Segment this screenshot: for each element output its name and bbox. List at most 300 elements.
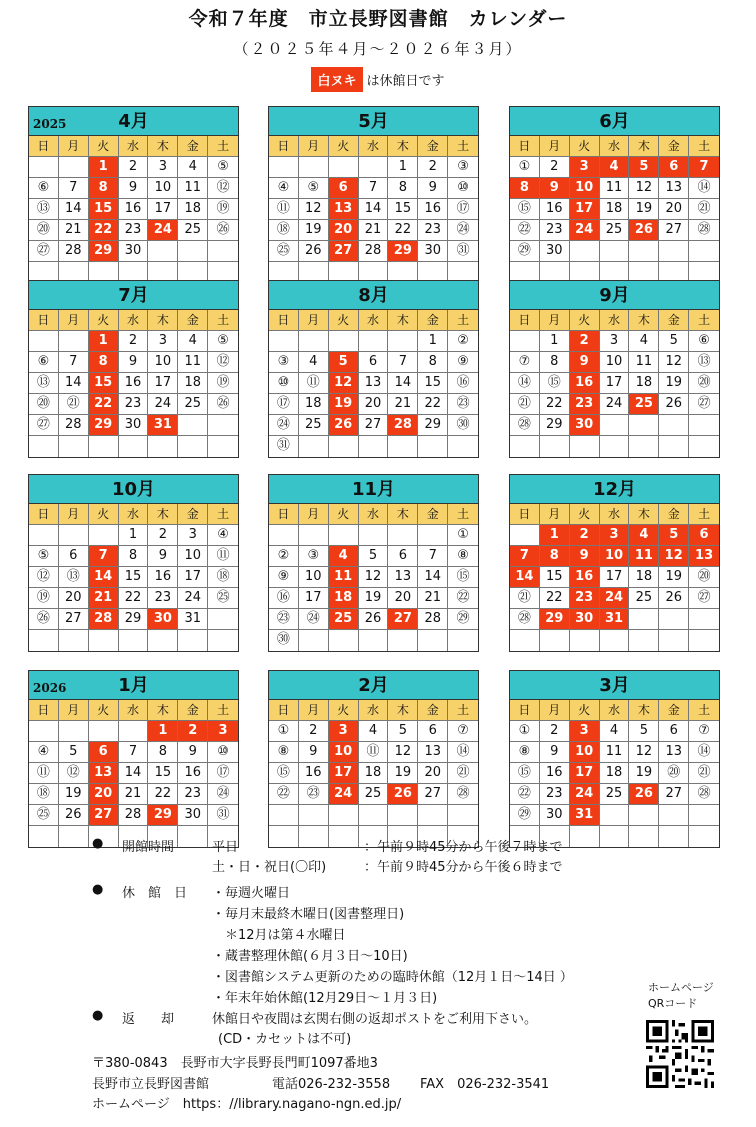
week-row [269,241,478,262]
weekday-cell: 木 [388,136,418,157]
weekday-cell: 火 [570,700,600,721]
day-cell: 14 [388,373,418,394]
week-row [269,373,478,394]
week-row [269,546,478,567]
weekday-cell: 金 [659,504,689,525]
day-cell: 30 [178,805,208,826]
page-title: 令和７年度 市立長野図書館 カレンダー [188,8,568,30]
day-cell: ㉔ [269,415,299,436]
day-cell: ④ [208,525,238,546]
day-cell: 13 [359,373,389,394]
weekday-row [510,136,719,157]
day-cell: 16 [570,373,600,394]
day-cell: 19 [299,220,329,241]
weekday-cell: 土 [448,136,478,157]
day-cell: 24 [178,588,208,609]
day-cell [89,436,119,457]
day-cell: 20 [659,199,689,220]
weekday-cell: 金 [418,504,448,525]
day-cell: 17 [178,567,208,588]
weekday-cell: 火 [89,504,119,525]
day-cell: 12 [388,742,418,763]
weekday-row [29,310,238,331]
day-cell: 10 [329,742,359,763]
day-cell: 29 [540,609,570,630]
day-cell: 15 [89,373,119,394]
day-cell: 4 [178,157,208,178]
month-calendar [268,670,479,848]
day-cell: 27 [418,784,448,805]
day-cell: 6 [329,178,359,199]
day-cell [359,436,389,457]
weekday-cell: 月 [59,700,89,721]
day-cell: 25 [329,609,359,630]
day-cell: ㉚ [448,415,478,436]
day-cell: ㉖ [208,394,238,415]
weekday-cell: 土 [448,310,478,331]
month-calendar [28,280,239,458]
day-cell: 19 [359,588,389,609]
day-cell: ⑬ [29,373,59,394]
weekday-cell: 日 [510,504,540,525]
day-cell: 28 [89,609,119,630]
day-cell: 24 [570,784,600,805]
day-cell: 5 [659,525,689,546]
day-cell: 17 [570,763,600,784]
day-cell: 18 [329,588,359,609]
day-cell: 4 [359,721,389,742]
day-cell: 11 [629,352,659,373]
day-cell: 16 [540,199,570,220]
day-cell: 12 [299,199,329,220]
day-cell: ⑭ [448,742,478,763]
day-cell: 14 [510,567,540,588]
weekday-cell: 月 [540,310,570,331]
month-calendar [28,474,239,652]
week-row [510,525,719,546]
closed-item: ・毎月末最終木曜日(図書整理日) [212,907,405,922]
day-cell: 18 [359,763,389,784]
day-cell: 16 [570,567,600,588]
day-cell: 29 [418,415,448,436]
day-cell: ① [269,721,299,742]
week-row [29,567,238,588]
day-cell: 8 [89,178,119,199]
day-cell: 3 [570,721,600,742]
day-cell: ⑱ [269,220,299,241]
day-cell: 18 [629,567,659,588]
day-cell: ㉕ [29,805,59,826]
day-cell: ① [510,157,540,178]
day-cell: 13 [89,763,119,784]
day-cell: 31 [570,805,600,826]
day-cell [659,630,689,651]
day-cell: ⑲ [29,588,59,609]
weekday-cell: 木 [388,310,418,331]
day-cell [329,331,359,352]
day-cell [29,525,59,546]
day-cell: 25 [178,394,208,415]
day-cell: ⑱ [29,784,59,805]
day-cell: 25 [629,394,659,415]
day-cell: 8 [119,546,149,567]
day-cell: ㉓ [269,609,299,630]
day-cell: ⑯ [448,373,478,394]
day-cell: ⑥ [689,331,719,352]
day-cell: ⑳ [689,567,719,588]
weekday-cell: 水 [119,136,149,157]
day-cell: 25 [629,588,659,609]
weekday-cell: 金 [178,504,208,525]
weekday-cell: 火 [329,310,359,331]
day-cell: 11 [629,546,659,567]
return-note: (CD・カセットは不可) [218,1032,352,1047]
day-cell: ⑫ [208,352,238,373]
day-cell: ③ [299,546,329,567]
day-cell: ⑤ [208,157,238,178]
weekday-cell: 金 [659,310,689,331]
month-header [510,281,719,310]
day-cell [388,436,418,457]
day-cell: 29 [89,241,119,262]
weekday-cell: 木 [148,310,178,331]
day-cell: 15 [148,763,178,784]
qr-label-line1: ホームページ [648,981,714,994]
week-row [29,609,238,630]
day-cell: 24 [148,220,178,241]
month-calendar [268,280,479,458]
day-cell: ㉘ [689,220,719,241]
homepage-url[interactable]: ホームページ https：//library.nagano-ngn.ed.jp/ [92,1097,402,1112]
day-cell: 19 [659,567,689,588]
day-cell [269,805,299,826]
day-cell [178,630,208,651]
day-cell [570,826,600,847]
day-cell: ⑬ [29,199,59,220]
week-row [510,436,719,457]
day-cell: ㉕ [208,588,238,609]
fax: FAX 026-232-3541 [420,1077,550,1092]
week-row [29,436,238,457]
day-cell [359,805,389,826]
day-cell [359,525,389,546]
qr-label-line2: QRコード [648,997,698,1010]
week-row [29,721,238,742]
day-cell [689,436,719,457]
day-cell: 2 [540,721,570,742]
day-cell: 11 [600,178,630,199]
month-label: 12月 [592,479,637,500]
day-cell: 20 [418,763,448,784]
day-cell: 22 [89,394,119,415]
week-row [510,157,719,178]
month-label: 10月 [111,479,156,500]
day-cell [59,630,89,651]
day-cell: 10 [148,178,178,199]
day-cell [629,415,659,436]
weekday-cell: 木 [629,504,659,525]
day-cell: 7 [59,178,89,199]
day-cell [600,826,630,847]
day-cell: 27 [59,609,89,630]
day-cell: 20 [89,784,119,805]
day-cell: 29 [540,415,570,436]
week-row [269,805,478,826]
day-cell [89,721,119,742]
weekday-cell: 金 [418,310,448,331]
weekday-cell: 火 [329,504,359,525]
day-cell: 21 [89,588,119,609]
day-cell [329,525,359,546]
week-row [269,763,478,784]
day-cell: ⑰ [448,199,478,220]
day-cell [29,721,59,742]
day-cell [629,805,659,826]
day-cell: 29 [148,805,178,826]
weekday-cell: 水 [359,310,389,331]
day-cell [148,630,178,651]
weekday-cell: 火 [570,504,600,525]
day-cell: ⑰ [208,763,238,784]
day-cell: 31 [148,415,178,436]
weekday-cell: 月 [299,504,329,525]
day-cell [29,436,59,457]
day-cell: ⑪ [269,199,299,220]
day-cell [208,436,238,457]
day-cell: 3 [208,721,238,742]
day-cell: 27 [388,609,418,630]
week-row [29,373,238,394]
day-cell: ⑮ [510,199,540,220]
weekday-cell: 土 [689,310,719,331]
day-cell: ⑤ [29,546,59,567]
closed-item: ・毎週火曜日 [212,886,291,901]
day-cell: 8 [148,742,178,763]
day-cell: ㉒ [269,784,299,805]
day-cell [659,415,689,436]
week-row [269,525,478,546]
return-label: 返 却 [122,1012,175,1027]
week-row [510,609,719,630]
day-cell: 16 [178,763,208,784]
day-cell: 6 [689,525,719,546]
weekday-cell: 水 [600,136,630,157]
day-cell: 11 [178,352,208,373]
day-cell: ⑫ [59,763,89,784]
weekday-row [269,700,478,721]
month-label: 2月 [358,675,389,696]
day-cell: ⑭ [689,178,719,199]
day-cell: ㉙ [510,241,540,262]
day-cell: 6 [388,546,418,567]
day-cell: 10 [570,742,600,763]
day-cell: ③ [448,157,478,178]
day-cell: ㉑ [59,394,89,415]
day-cell: 13 [659,742,689,763]
day-cell: 14 [89,567,119,588]
day-cell: ⑩ [448,178,478,199]
week-row [510,178,719,199]
day-cell: ㉔ [208,784,238,805]
day-cell: ㉙ [448,609,478,630]
day-cell: 17 [600,373,630,394]
day-cell: 11 [329,567,359,588]
day-cell [59,525,89,546]
day-cell: 26 [329,415,359,436]
day-cell: 21 [59,220,89,241]
week-row [510,394,719,415]
day-cell: ⑳ [689,373,719,394]
week-row [29,525,238,546]
day-cell: 25 [600,784,630,805]
day-cell: 13 [659,178,689,199]
weekday-cell: 土 [448,504,478,525]
day-cell: ㉑ [689,199,719,220]
day-cell: 23 [119,394,149,415]
day-cell: 17 [299,588,329,609]
week-row [269,331,478,352]
weekday-cell: 木 [629,136,659,157]
day-cell: 1 [119,525,149,546]
month-label: 11月 [351,479,396,500]
day-cell: 29 [89,415,119,436]
month-label: 4月 [118,111,149,132]
year-label: 2026 [33,681,67,695]
day-cell: 31 [178,609,208,630]
week-row [29,546,238,567]
weekday-cell: 水 [359,504,389,525]
day-cell [570,630,600,651]
day-cell [329,436,359,457]
day-cell: 3 [600,331,630,352]
week-row [510,567,719,588]
weekday-cell: 土 [208,310,238,331]
week-row [269,157,478,178]
day-cell: 16 [119,373,149,394]
day-cell: 1 [89,331,119,352]
day-cell: ⑪ [359,742,389,763]
day-cell: 26 [629,220,659,241]
day-cell: ㉒ [448,588,478,609]
weekday-cell: 月 [540,136,570,157]
day-cell: 17 [600,567,630,588]
day-cell: ㉔ [299,609,329,630]
week-row [510,721,719,742]
closed-item: ＊12月は第４水曜日 [212,928,346,943]
weekday-cell: 日 [510,136,540,157]
day-cell: 20 [329,220,359,241]
day-cell: 13 [418,742,448,763]
month-calendar [509,106,720,284]
month-header [29,671,238,700]
day-cell [269,157,299,178]
day-cell: 5 [59,742,89,763]
weekday-cell: 日 [269,310,299,331]
closed-day-legend-text: は休館日です [366,74,445,89]
month-header [510,671,719,700]
day-cell: 9 [148,546,178,567]
day-cell: 15 [540,567,570,588]
day-cell: 25 [178,220,208,241]
weekday-cell: 金 [178,700,208,721]
week-row [269,630,478,651]
day-cell: ⑤ [299,178,329,199]
weekend-label: 土・日・祝日(〇印) [212,860,327,875]
day-cell [659,826,689,847]
day-cell: 2 [119,157,149,178]
day-cell: ⑳ [659,763,689,784]
weekday-label: 平日 [212,840,239,855]
day-cell: 7 [119,742,149,763]
day-cell: 15 [388,199,418,220]
weekday-cell: 木 [388,700,418,721]
day-cell [329,157,359,178]
day-cell: ⑨ [269,567,299,588]
week-row [269,178,478,199]
day-cell: ⑱ [208,567,238,588]
homepage-qr-code[interactable] [646,1020,714,1088]
day-cell: 7 [59,352,89,373]
day-cell: 31 [600,609,630,630]
day-cell: 16 [119,199,149,220]
weekday-row [269,136,478,157]
weekday-row [269,504,478,525]
day-cell: 4 [299,352,329,373]
day-cell: 5 [329,352,359,373]
day-cell: 6 [359,352,389,373]
day-cell: 3 [570,157,600,178]
day-cell: 12 [359,567,389,588]
day-cell: ㉕ [269,241,299,262]
week-row [269,721,478,742]
day-cell: ㉙ [510,805,540,826]
day-cell [418,436,448,457]
day-cell [59,721,89,742]
day-cell: 27 [329,241,359,262]
day-cell [600,805,630,826]
day-cell: 8 [510,178,540,199]
day-cell: ⑳ [29,394,59,415]
day-cell [359,157,389,178]
day-cell: 7 [359,178,389,199]
day-cell [299,331,329,352]
phone: 電話026-232-3558 [272,1077,391,1092]
day-cell [388,805,418,826]
week-row [269,784,478,805]
weekday-cell: 金 [418,700,448,721]
day-cell: ㉗ [29,415,59,436]
weekday-cell: 金 [178,310,208,331]
weekday-cell: 木 [148,700,178,721]
week-row [29,630,238,651]
address: 〒380-0843 長野市大字長野長門町1097番地3 [92,1056,378,1071]
day-cell: 9 [119,352,149,373]
day-cell: 17 [329,763,359,784]
day-cell: 11 [178,178,208,199]
weekday-cell: 水 [359,136,389,157]
day-cell [208,415,238,436]
day-cell: 20 [359,394,389,415]
day-cell [178,826,208,847]
day-cell [269,826,299,847]
day-cell: 26 [388,784,418,805]
day-cell [299,826,329,847]
day-cell: 21 [388,394,418,415]
day-cell: 2 [570,525,600,546]
week-row [29,157,238,178]
week-row [510,763,719,784]
day-cell: ⑰ [269,394,299,415]
